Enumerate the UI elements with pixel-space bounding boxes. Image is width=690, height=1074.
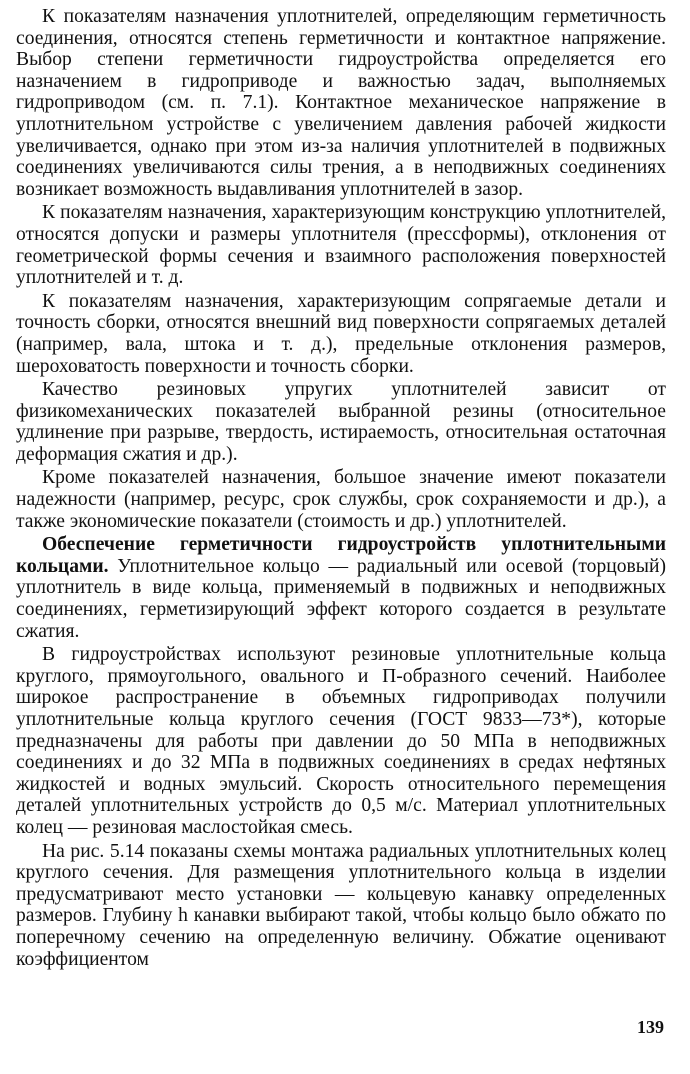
paragraph-5: Кроме показателей назначения, большое значение имеют показатели надежности (например, ресурс, срок службы, срок сохраняемости и др.), а также экономические показатели (стоимость и др.) уплотнителей. [16, 467, 666, 532]
paragraph-6-text: Уплотнительное кольцо — радиальный или осевой (торцовый) уплотнитель в виде кольца, применяемый в подвижных и неподвижных соединениях, герметизирующий эффект которого создается в результате сжатия. [16, 555, 666, 642]
page-body [16, 6, 666, 970]
paragraph-8: На рис. 5.14 показаны схемы монтажа радиальных уплотнительных колец круглого сечения. Для размещения уплотнительного кольца в изделии предусматривают место установки — кольцевую канавку определенных размеров. Глубину h канавки выбирают такой, чтобы кольцо было обжато по поперечному сечению на определенную величину. Обжатие оценивают коэффициентом [16, 840, 666, 970]
paragraph-2: К показателям назначения, характеризующим конструкцию уплотнителей, относятся допуски и размеры уплотнителя (прессформы), отклонения от геометрической формы сечения и взаимного расположения поверхностей уплотнителей и т. д. [16, 202, 666, 289]
paragraph-6 [16, 534, 666, 642]
paragraph-7: В гидроустройствах используют резиновые уплотнительные кольца круглого, прямоугольного, овального и П-образного сечений. Наиболее широкое распространение в объемных гидроприводах получили уплотнительные кольца круглого сечения (ГОСТ 9833—73*), которые предназначены для работы при давлении до 50 МПа в неподвижных соединениях и до 32 МПа в подвижных соединениях в средах нефтяных жидкостей и водных эмульсий. Скорость относительного перемещения деталей уплотнительных устройств до 0,5 м/с. Материал уплотнительных колец — резиновая маслостойкая смесь. [16, 644, 666, 838]
page-number: 139 [637, 1017, 664, 1037]
section-heading: Обеспечение герметичности гидроустройств уплотнительными кольцами. [16, 534, 666, 577]
paragraph-4: Качество резиновых упругих уплотнителей зависит от физикомеханических показателей выбранной резины (относительное удлинение при разрыве, твердость, истираемость, относительная остаточная деформация сжатия и др.). [16, 379, 666, 465]
paragraph-1: К показателям назначения уплотнителей, определяющим герметичность соединения, относятся степень герметичности и контактное напряжение. Выбор степени герметичности гидроустройства определяется его назначением в гидроприводе и важностью задач, выполняемых гидроприводом (см. п. 7.1). Контактное механическое напряжение в уплотнительном устройстве с увеличением давления рабочей жидкости увеличивается, однако при этом из-за наличия уплотнителей в подвижных соединениях увеличиваются силы трения, а в неподвижных соединениях возникает возможность выдавливания уплотнителей в зазор. [16, 6, 666, 200]
paragraph-3: К показателям назначения, характеризующим сопрягаемые детали и точность сборки, относятся внешний вид поверхности сопрягаемых деталей (например, вала, штока и т. д.), предельные отклонения размеров, шероховатость поверхности и точность сборки. [16, 290, 666, 377]
